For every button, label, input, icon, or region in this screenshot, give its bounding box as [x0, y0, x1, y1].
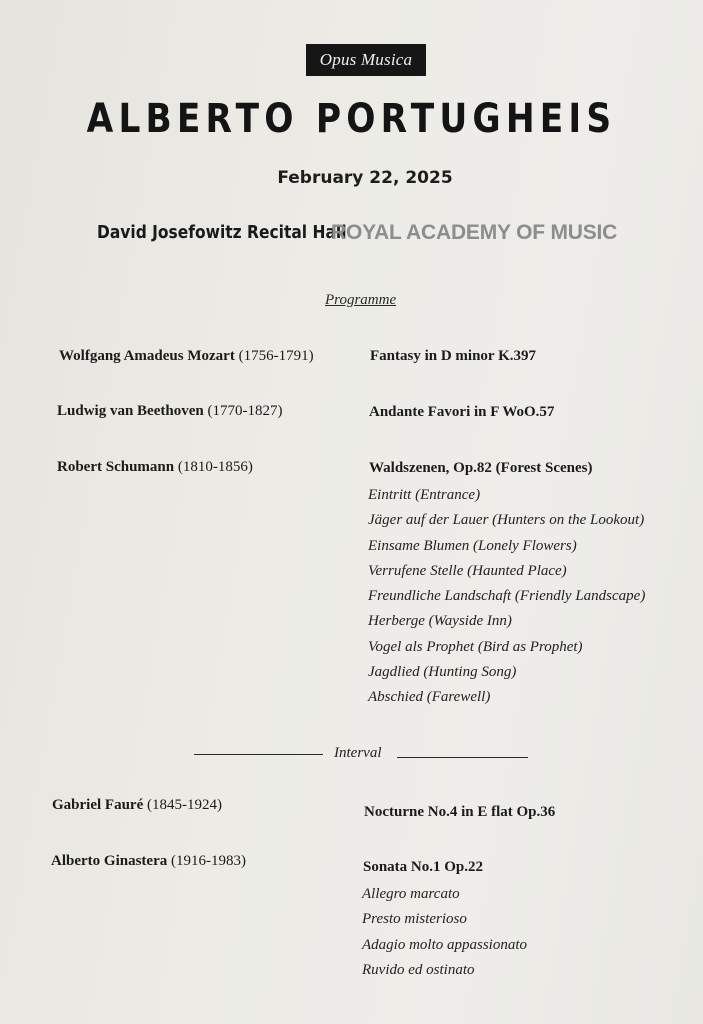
composer-name: Ludwig van Beethoven	[57, 403, 204, 419]
work-ginastera: Sonata No.1 Op.22	[363, 859, 484, 875]
movement-item: Eintritt (Entrance)	[368, 487, 481, 503]
movement-item: Vogel als Prophet (Bird as Prophet)	[368, 638, 583, 655]
composer-years: (1756-1791)	[238, 348, 314, 364]
composer-schumann	[57, 459, 253, 476]
movement-item: Freundliche Landschaft (Friendly Landscape)	[368, 588, 646, 605]
programme-heading: Programme	[325, 292, 397, 308]
work-schumann: Waldszenen, Op.82 (Forest Scenes)	[369, 460, 593, 476]
work-mozart: Fantasy in D minor K.397	[370, 348, 536, 364]
movement-item: Adagio molto appassionato	[362, 936, 528, 953]
composer-years: (1845-1924)	[146, 797, 222, 813]
composer-name: Alberto Ginastera	[51, 853, 168, 869]
movement-list-ginastera	[362, 882, 527, 983]
movement-item: Verrufene Stelle (Haunted Place)	[368, 562, 567, 579]
opus-musica-logo: Opus Musica	[306, 44, 426, 76]
composer-ginastera	[51, 853, 246, 870]
movement-item: Jagdlied (Hunting Song)	[368, 664, 517, 681]
composer-name: Robert Schumann	[57, 459, 175, 475]
movement-item: Jäger auf der Lauer (Hunters on the Lookout)	[368, 512, 645, 529]
movement-item: Einsame Blumen (Lonely Flowers)	[368, 537, 577, 554]
composer-mozart	[59, 348, 314, 365]
composer-years: (1916-1983)	[170, 853, 246, 869]
movement-item: Allegro marcato	[362, 886, 460, 902]
venue-academy: ROYAL ACADEMY OF MUSIC	[331, 221, 618, 244]
venue-hall: David Josefowitz Recital Hall	[97, 222, 347, 243]
composer-years: (1810-1856)	[177, 459, 253, 475]
composer-name: Wolfgang Amadeus Mozart	[59, 348, 235, 364]
concert-date: February 22, 2025	[277, 168, 453, 188]
movement-item: Abschied (Farewell)	[368, 689, 491, 706]
interval-divider-left	[194, 754, 323, 755]
movement-item: Ruvido ed ostinato	[362, 961, 475, 978]
composer-years: (1770-1827)	[207, 403, 283, 419]
work-faure: Nocturne No.4 in E flat Op.36	[364, 804, 556, 820]
work-beethoven: Andante Favori in F WoO.57	[369, 404, 555, 420]
interval-label: Interval	[334, 745, 382, 761]
composer-name: Gabriel Fauré	[52, 797, 144, 813]
performer-title: ALBERTO PORTUGHEIS	[86, 96, 617, 142]
composer-beethoven	[57, 403, 282, 420]
interval-divider-right	[397, 757, 528, 758]
movement-item: Presto misterioso	[362, 911, 467, 928]
movement-list-schumann	[368, 483, 645, 711]
composer-faure	[52, 797, 222, 814]
movement-item: Herberge (Wayside Inn)	[368, 613, 512, 630]
